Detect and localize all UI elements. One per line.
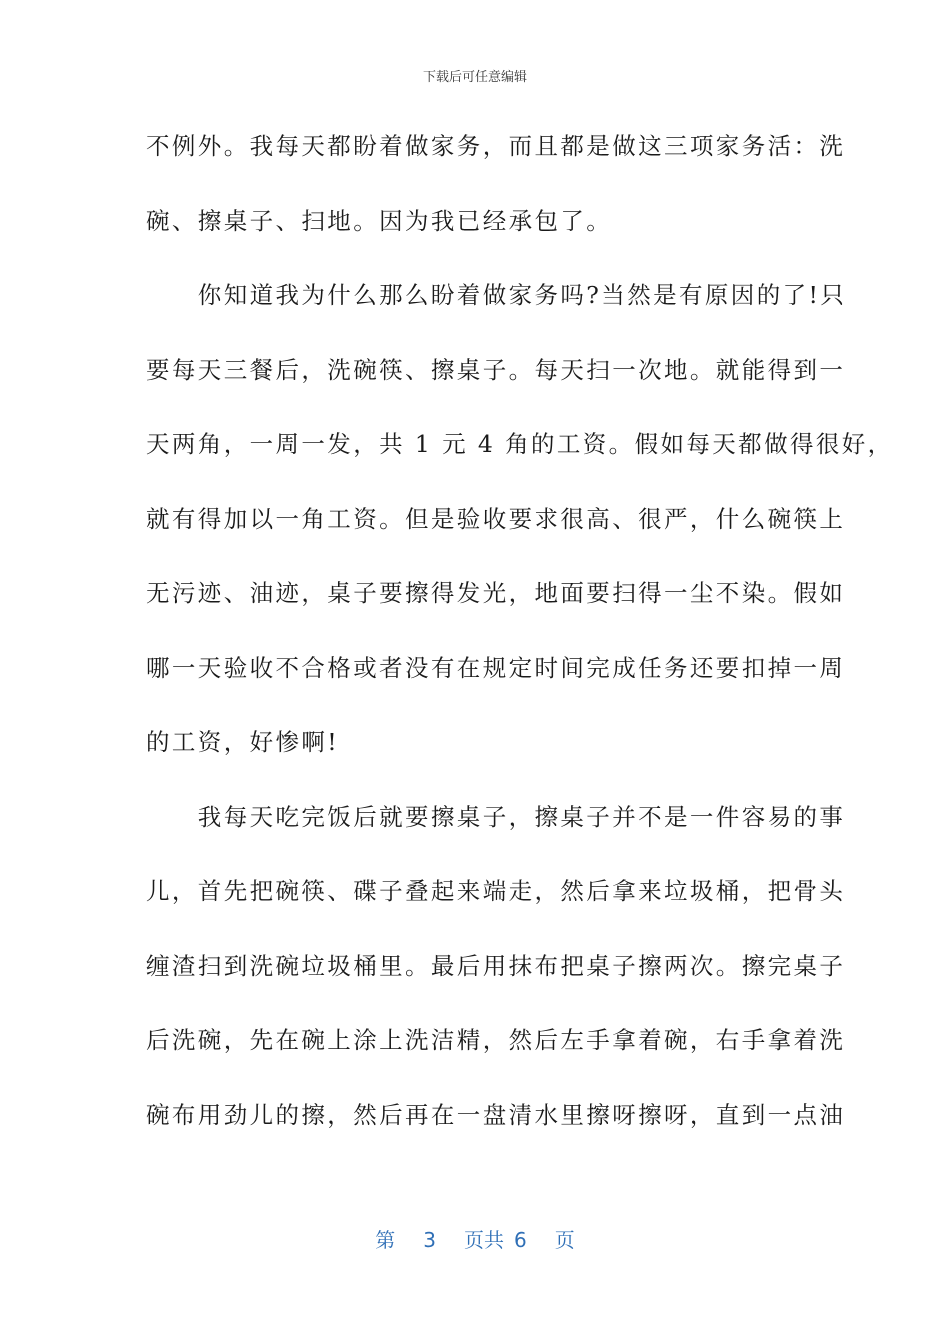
text-line: 要每天三餐后，洗碗筷、擦桌子。每天扫一次地。就能得到一 [146, 355, 846, 384]
text-line: 你知道我为什么那么盼着做家务吗?当然是有原因的了!只 [146, 281, 847, 309]
text-line: 无污迹、油迹，桌子要擦得发光，地面要扫得一尘不染。假如 [146, 579, 846, 607]
total-page-number: 6 [514, 1228, 527, 1252]
text-line: 哪一天验收不合格或者没有在规定时间完成任务还要扣掉一周 [146, 653, 846, 682]
text-line: 我每天吃完饭后就要擦桌子，擦桌子并不是一件容易的事 [146, 802, 846, 831]
footer-label-ye: 页 [554, 1228, 575, 1252]
page-header: 下载后可任意编辑 [422, 70, 527, 85]
footer-label-di: 第 [375, 1228, 396, 1252]
page-footer [0, 1224, 950, 1253]
footer-label-ye-gong: 页共 [464, 1228, 504, 1252]
text-line: 碗布用劲儿的擦，然后再在一盘清水里擦呀擦呀，直到一点油 [146, 1100, 846, 1129]
text-line: 不例外。我每天都盼着做家务，而且都是做这三项家务活：洗 [146, 132, 846, 160]
document-body [146, 126, 894, 1169]
text-line: 就有得加以一角工资。但是验收要求很高、很严，什么碗筷上 [146, 504, 846, 533]
text-line: 的工资，好惨啊! [146, 728, 340, 756]
text-line: 缠渣扫到洗碗垃圾桶里。最后用抹布把桌子擦两次。擦完桌子 [146, 951, 846, 980]
text-line: 儿，首先把碗筷、碟子叠起来端走，然后拿来垃圾桶，把骨头 [146, 877, 846, 905]
current-page-number: 3 [423, 1228, 436, 1252]
text-line: 后洗碗，先在碗上涂上洗洁精，然后左手拿着碗，右手拿着洗 [146, 1026, 846, 1054]
text-line: 天两角，一周一发，共 1 元 4 角的工资。假如每天都做得很好， [146, 430, 894, 458]
text-line: 碗、擦桌子、扫地。因为我已经承包了。 [146, 206, 613, 235]
